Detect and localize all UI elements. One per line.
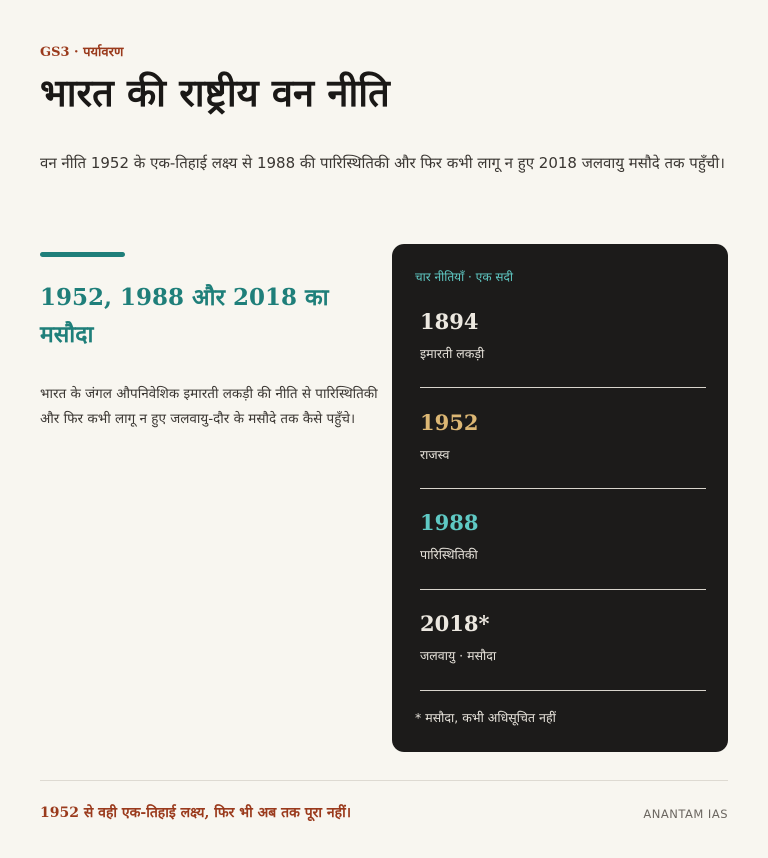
policy-row-2018: [420, 613, 706, 691]
policy-row-1988: [420, 512, 706, 590]
section-body: भारत के जंगल औपनिवेशिक इमारती लकड़ी की नीति से पारिस्थितिकी और फिर कभी लागू न हुए जलवायु-दौर के मसौदे तक कैसे पहुँचे।: [40, 386, 378, 427]
policy-row-1952: [420, 412, 706, 489]
brand-label: ANANTAM IAS: [643, 807, 728, 821]
accent-bar: [40, 252, 125, 257]
policy-year: 1894: [420, 309, 479, 334]
card-footnote: * मसौदा, कभी अधिसूचित नहीं: [415, 710, 556, 725]
policy-label: राजस्व: [420, 447, 450, 462]
page-title: भारत की राष्ट्रीय वन नीति: [40, 70, 390, 115]
section-heading: 1952, 1988 और 2018 का मसौदा: [40, 284, 329, 348]
policy-year: 1988: [420, 510, 479, 535]
kicker: GS3 · पर्यावरण: [40, 45, 124, 60]
policy-label: पारिस्थितिकी: [420, 547, 478, 562]
footer-rule: [40, 780, 728, 781]
policy-label: जलवायु · मसौदा: [420, 648, 497, 663]
card-kicker: चार नीतियाँ · एक सदी: [415, 270, 513, 284]
policy-row-1894: [420, 311, 706, 388]
policy-label: इमारती लकड़ी: [420, 346, 485, 361]
policy-year: 2018*: [420, 611, 490, 636]
policy-card: [392, 244, 728, 752]
footer-text: 1952 से वही एक-तिहाई लक्ष्य, फिर भी अब तक पूरा नहीं।: [40, 805, 352, 821]
lede: वन नीति 1952 के एक-तिहाई लक्ष्य से 1988 की पारिस्थितिकी और फिर कभी लागू न हुए 2018 जलवायु मसौदे तक पहुँची।: [40, 154, 725, 172]
policy-year: 1952: [420, 410, 479, 435]
